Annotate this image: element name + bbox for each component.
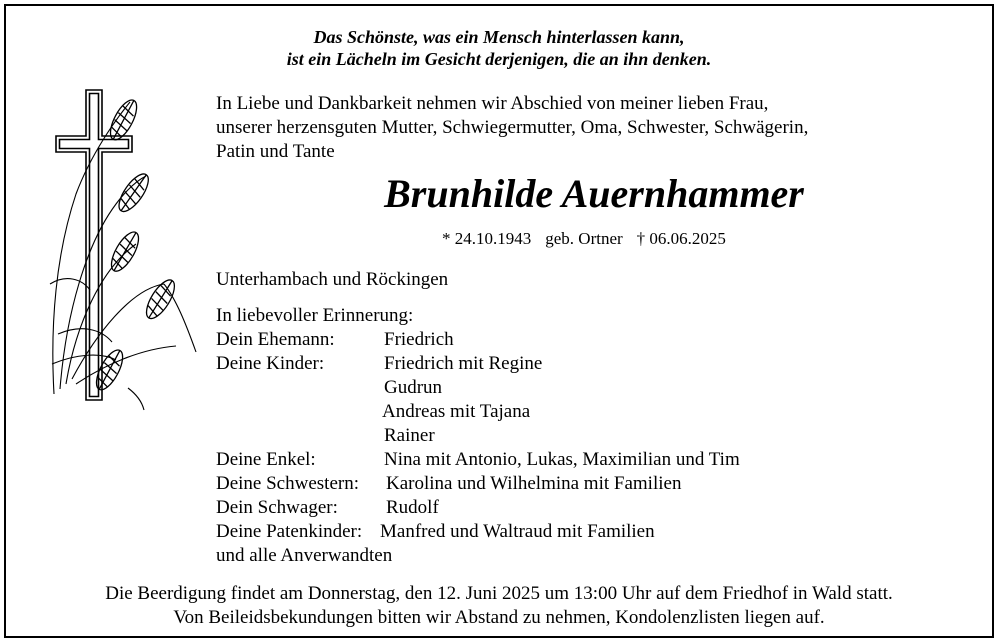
mourner-value: Karolina und Wilhelmina mit Familien	[386, 473, 682, 494]
residence-place: Unterhambach und Röckingen	[216, 269, 449, 290]
mourner-label: Deine Kinder:	[216, 353, 325, 374]
intro-text	[216, 92, 808, 164]
mourner-value: Rudolf	[386, 497, 439, 518]
quote-line-2: ist ein Lächeln im Gesicht derjenigen, die an ihn denken.	[286, 49, 712, 69]
mourner-row-child-2	[216, 376, 443, 400]
intro-line-2: unserer herzensguten Mutter, Schwiegermutter, Oma, Schwester, Schwägerin,	[216, 117, 809, 138]
mourner-value: Andreas mit Tajana	[382, 401, 531, 422]
mourner-row-brother-in-law	[216, 496, 439, 520]
mourner-row-husband	[216, 328, 454, 352]
mourner-label: Deine Schwestern:	[216, 473, 359, 494]
obituary-notice	[4, 4, 994, 638]
intro-line-1: In Liebe und Dankbarkeit nehmen wir Abschied von meiner lieben Frau,	[216, 93, 769, 114]
mourner-row-godchildren	[216, 520, 655, 544]
funeral-info-line-1: Die Beerdigung findet am Donnerstag, den 12. Juni 2025 um 13:00 Uhr auf dem Friedhof in Wald statt.	[105, 583, 893, 604]
quote-line-1: Das Schönste, was ein Mensch hinterlassen kann,	[313, 27, 685, 47]
mourner-label: Dein Schwager:	[216, 497, 338, 518]
mourner-value: Rainer	[384, 425, 435, 446]
funeral-info	[6, 582, 992, 630]
mourner-row-children	[216, 352, 543, 376]
mourner-value: Friedrich	[384, 329, 454, 350]
mourner-label: Deine Patenkinder:	[216, 521, 363, 542]
intro-line-3: Patin und Tante	[216, 141, 335, 162]
mourners-closing: und alle Anverwandten	[216, 545, 393, 566]
mourner-value: Manfred und Waltraud mit Familien	[380, 521, 655, 542]
mourners-list	[216, 304, 740, 568]
funeral-info-line-2: Von Beileidsbekundungen bitten wir Abstand zu nehmen, Kondolenzlisten liegen auf.	[173, 607, 825, 628]
memorial-quote	[6, 26, 992, 70]
mourner-row-grandchildren	[216, 448, 740, 472]
life-dates	[442, 228, 740, 250]
mourner-label: Dein Ehemann:	[216, 329, 335, 350]
mourner-row-sisters	[216, 472, 682, 496]
mourner-row-child-3	[216, 400, 531, 424]
mourner-value: Nina mit Antonio, Lukas, Maximilian und Tim	[384, 449, 740, 470]
mourner-value: Friedrich mit Regine	[384, 353, 543, 374]
maiden-name: geb. Ortner	[545, 229, 623, 248]
mourners-heading: In liebevoller Erinnerung:	[216, 305, 414, 326]
death-date: † 06.06.2025	[636, 229, 726, 248]
mourner-row-child-4	[216, 424, 435, 448]
birth-date: * 24.10.1943	[442, 229, 532, 248]
mourner-label: Deine Enkel:	[216, 449, 316, 470]
deceased-name: Brunhilde Auernhammer	[384, 171, 804, 216]
cross-with-wheat-icon	[46, 84, 206, 414]
mourner-value: Gudrun	[384, 377, 443, 398]
